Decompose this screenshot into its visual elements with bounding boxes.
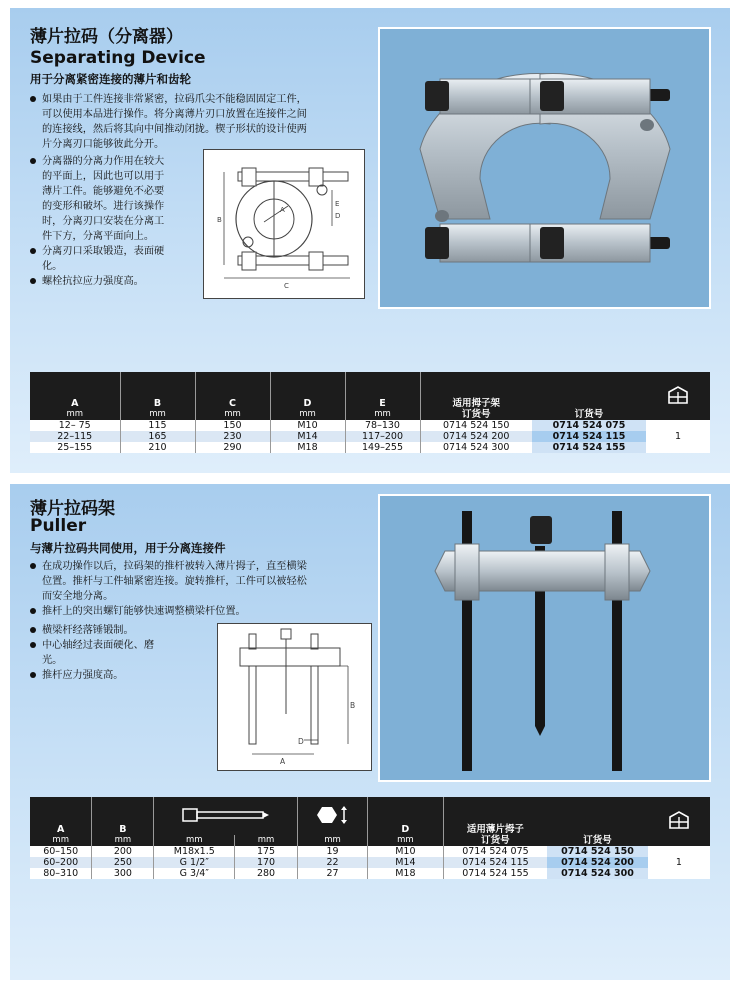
diagram1-label-d: D	[335, 212, 341, 220]
puller-drawing	[218, 624, 371, 770]
bullet-item: 推杆上的突出螺钉能够快速调整横梁杆位置。	[28, 604, 373, 619]
hex-wrench-size-icon	[316, 805, 350, 825]
header-separator-order-no: 适用薄片拇子 订货号	[443, 797, 547, 846]
section1-title-cn: 薄片拉码（分离器）	[30, 27, 183, 47]
header-d: D mm	[270, 372, 345, 420]
header-hex-unit: mm	[297, 835, 367, 846]
header-length-unit: mm	[235, 835, 298, 846]
diagram1-label-c: C	[284, 282, 289, 290]
header-threaded-rod	[154, 797, 297, 835]
puller-product-photo	[378, 494, 711, 782]
bullet-item: 在成功操作以后，拉码架的推杆被转入薄片拇子，直至横梁 位置。推杆与工件轴紧密连接。旋转推杆，工件可以被轻松 而安全地分离。	[28, 559, 373, 604]
separator-illustration	[380, 29, 709, 307]
bullet-item: 横梁杆经落锤锻制。	[28, 623, 203, 638]
header-c: C mm	[195, 372, 270, 420]
bullet-item: 分离刃口采取锻造，表面硬 化。	[28, 244, 208, 274]
diagram2-label-d: D	[298, 737, 304, 746]
table-row: 25–155 210 290 M18 149–255 0714 524 300 0714 524 155	[30, 442, 710, 453]
threaded-rod-icon	[181, 806, 271, 824]
header-e: E mm	[345, 372, 420, 420]
table-row: 22–115 165 230 M14 117–200 0714 524 200 0714 524 115	[30, 431, 710, 442]
header-packaging-unit	[648, 797, 710, 846]
table-row: 80–310 300 G 3/4″ 280 27 M18 0714 524 155 0714 524 300	[30, 868, 710, 879]
section2-bullets	[28, 559, 373, 619]
section1-title-en: Separating Device	[30, 48, 206, 68]
quantity-cell: 1	[646, 420, 710, 453]
separator-spec-table	[30, 372, 710, 453]
bullet-item: 分离器的分离力作用在较大 的平面上，因此也可以用于 薄片工件。能够避免不必要 的变形和破坏。进行该操作 时，分离刃口安装在分离工 件下方，分离平面向上。	[28, 154, 208, 244]
puller-panel	[10, 484, 730, 980]
diagram2-label-a: A	[280, 757, 286, 766]
header-b: B mm	[120, 372, 195, 420]
packaging-unit-icon	[667, 809, 691, 831]
table-row: 60–200 250 G 1/2″ 170 22 M14 0714 524 115 0714 524 200	[30, 857, 710, 868]
header-order-no: 订货号	[532, 372, 646, 420]
bullet-item: 推杆应力强度高。	[28, 668, 203, 683]
table-row: 12– 75 115 150 M10 78–130 0714 524 150 0714 524 075 1	[30, 420, 710, 431]
puller-illustration	[380, 496, 709, 780]
separator-dimension-diagram	[203, 149, 365, 299]
diagram1-label-b: B	[217, 216, 222, 224]
diagram2-label-b: B	[350, 701, 356, 710]
quantity-cell: 1	[648, 846, 710, 879]
header-b: B mm	[92, 797, 154, 846]
packaging-unit-icon	[666, 384, 690, 406]
puller-spec-table	[30, 797, 710, 879]
separator-drawing	[204, 150, 364, 298]
section1-subtitle: 用于分离紧密连接的薄片和齿轮	[30, 72, 191, 86]
header-puller-order-no: 适用拇子架 订货号	[420, 372, 532, 420]
bullet-item: 中心轴经过表面硬化、磨 光。	[28, 638, 203, 668]
header-wrench-size	[297, 797, 367, 835]
separating-device-panel	[10, 8, 730, 473]
section2-bullets-2	[28, 623, 203, 683]
header-packaging-unit	[646, 372, 710, 420]
section1-bullets-2	[28, 154, 208, 289]
header-order-no: 订货号	[547, 797, 647, 846]
header-a: A mm	[30, 797, 92, 846]
header-a: A mm	[30, 372, 120, 420]
section1-bullets	[28, 92, 373, 152]
diagram1-label-e: E	[335, 200, 340, 208]
header-thread-unit: mm	[154, 835, 235, 846]
puller-dimension-diagram	[217, 623, 372, 771]
separator-product-photo	[378, 27, 711, 309]
header-d: D mm	[368, 797, 443, 846]
section2-title-cn: 薄片拉码架	[30, 499, 115, 519]
diagram1-label-a: A	[280, 206, 285, 214]
section2-subtitle: 与薄片拉码共同使用，用于分离连接件	[30, 541, 226, 555]
bullet-item: 螺栓抗拉应力强度高。	[28, 274, 208, 289]
section2-title-en: Puller	[30, 516, 87, 536]
bullet-item: 如果由于工件连接非常紧密，拉码爪尖不能稳固固定工件， 可以使用本品进行操作。将分离薄片刃口放置在连接件之间 的连接线，然后将其向中间推动闭拢。楔子形状的设计使两 片分离刃口能够彼此分开。	[28, 92, 373, 152]
table-row: 60–150 200 M18x1.5 175 19 M10 0714 524 075 0714 524 150 1	[30, 846, 710, 857]
